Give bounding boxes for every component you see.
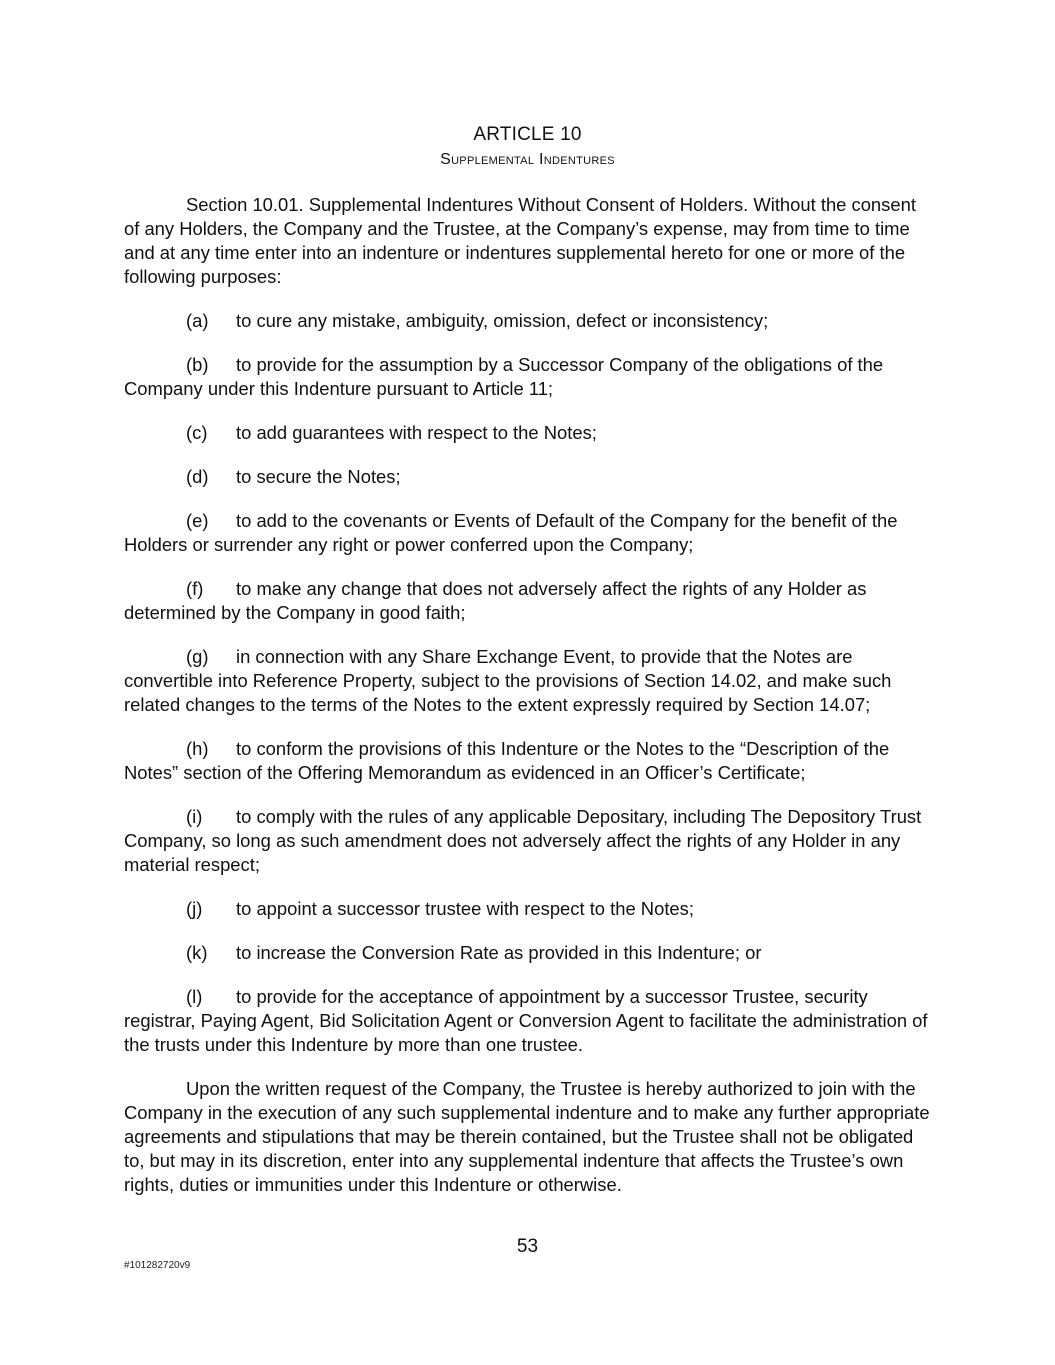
clause-text: to add guarantees with respect to the Notes; [236, 422, 597, 443]
clause-text: to appoint a successor trustee with respect to the Notes; [236, 898, 694, 919]
clause-f [124, 577, 936, 625]
clause-mark: (a) [186, 310, 209, 331]
clause-e [124, 509, 936, 557]
clause-mark: (b) [186, 354, 209, 375]
clause-mark: (c) [186, 422, 208, 443]
clause-text: to make any change that does not adversely affect the rights of any Holder as determined by the Company in good faith; [124, 578, 867, 623]
clause-k [124, 941, 936, 965]
clause-text: to comply with the rules of any applicable Depositary, including The Depository Trust Company, so long as such amendment does not adversely affect the rights of any Holder in any material respect; [124, 806, 922, 875]
document-id: #101282720v9 [124, 1260, 191, 1271]
article-title: ARTICLE 10 [473, 124, 582, 145]
clause-d [124, 465, 936, 489]
clause-mark: (g) [186, 646, 209, 667]
clause-mark: (e) [186, 510, 209, 531]
clause-mark: (j) [186, 898, 203, 919]
clause-j [124, 897, 936, 921]
section-intro: Section 10.01. Supplemental Indentures Without Consent of Holders. Without the consent of any Holders, the Company and the Trustee, at the Company’s expense, may from time to time and at any time enter into an indenture or indentures supplemental hereto for one or more of the following purposes: [124, 194, 916, 287]
clause-i [124, 805, 936, 877]
section-body [124, 193, 936, 1217]
clause-text: to add to the covenants or Events of Default of the Company for the benefit of the Holders or surrender any right or power conferred upon the Company; [124, 510, 898, 555]
clause-b [124, 353, 936, 401]
clause-h [124, 737, 936, 785]
clause-mark: (l) [186, 986, 203, 1007]
clause-text: to provide for the acceptance of appointment by a successor Trustee, security registrar, Paying Agent, Bid Solicitation Agent or Conversion Agent to facilitate the administration of the trusts under this Indenture by more than one trustee. [124, 986, 928, 1055]
clause-a [124, 309, 936, 333]
clause-mark: (k) [186, 942, 208, 963]
clause-text: to secure the Notes; [236, 466, 401, 487]
clause-text: to cure any mistake, ambiguity, omission, defect or inconsistency; [236, 310, 769, 331]
clause-g [124, 645, 936, 717]
clause-mark: (d) [186, 466, 209, 487]
clause-text: in connection with any Share Exchange Event, to provide that the Notes are convertible into Reference Property, subject to the provisions of Section 14.02, and make such related changes to the terms of the Notes to the extent expressly required by Section 14.07; [124, 646, 892, 715]
page-number: 53 [516, 1236, 539, 1257]
clause-mark: (h) [186, 738, 209, 759]
clause-mark: (f) [186, 578, 204, 599]
clause-text: to provide for the assumption by a Successor Company of the obligations of the Company under this Indenture pursuant to Article 11; [124, 354, 884, 399]
article-subtitle: Supplemental Indentures [440, 151, 615, 168]
clause-mark: (i) [186, 806, 203, 827]
section-closing: Upon the written request of the Company, the Trustee is hereby authorized to join with the Company in the execution of any such supplemental indenture and to make any further appropriate agreements and stipulations that may be therein contained, but the Trustee shall not be obligated to, but may in its discretion, enter into any supplemental indenture that affects the Trustee’s own rights, duties or immunities under this Indenture or otherwise. [124, 1078, 930, 1195]
clause-l [124, 985, 936, 1057]
clause-c [124, 421, 936, 445]
clause-text: to conform the provisions of this Indenture or the Notes to the “Description of the Notes” section of the Offering Memorandum as evidenced in an Officer’s Certificate; [124, 738, 890, 783]
clause-text: to increase the Conversion Rate as provided in this Indenture; or [236, 942, 762, 963]
